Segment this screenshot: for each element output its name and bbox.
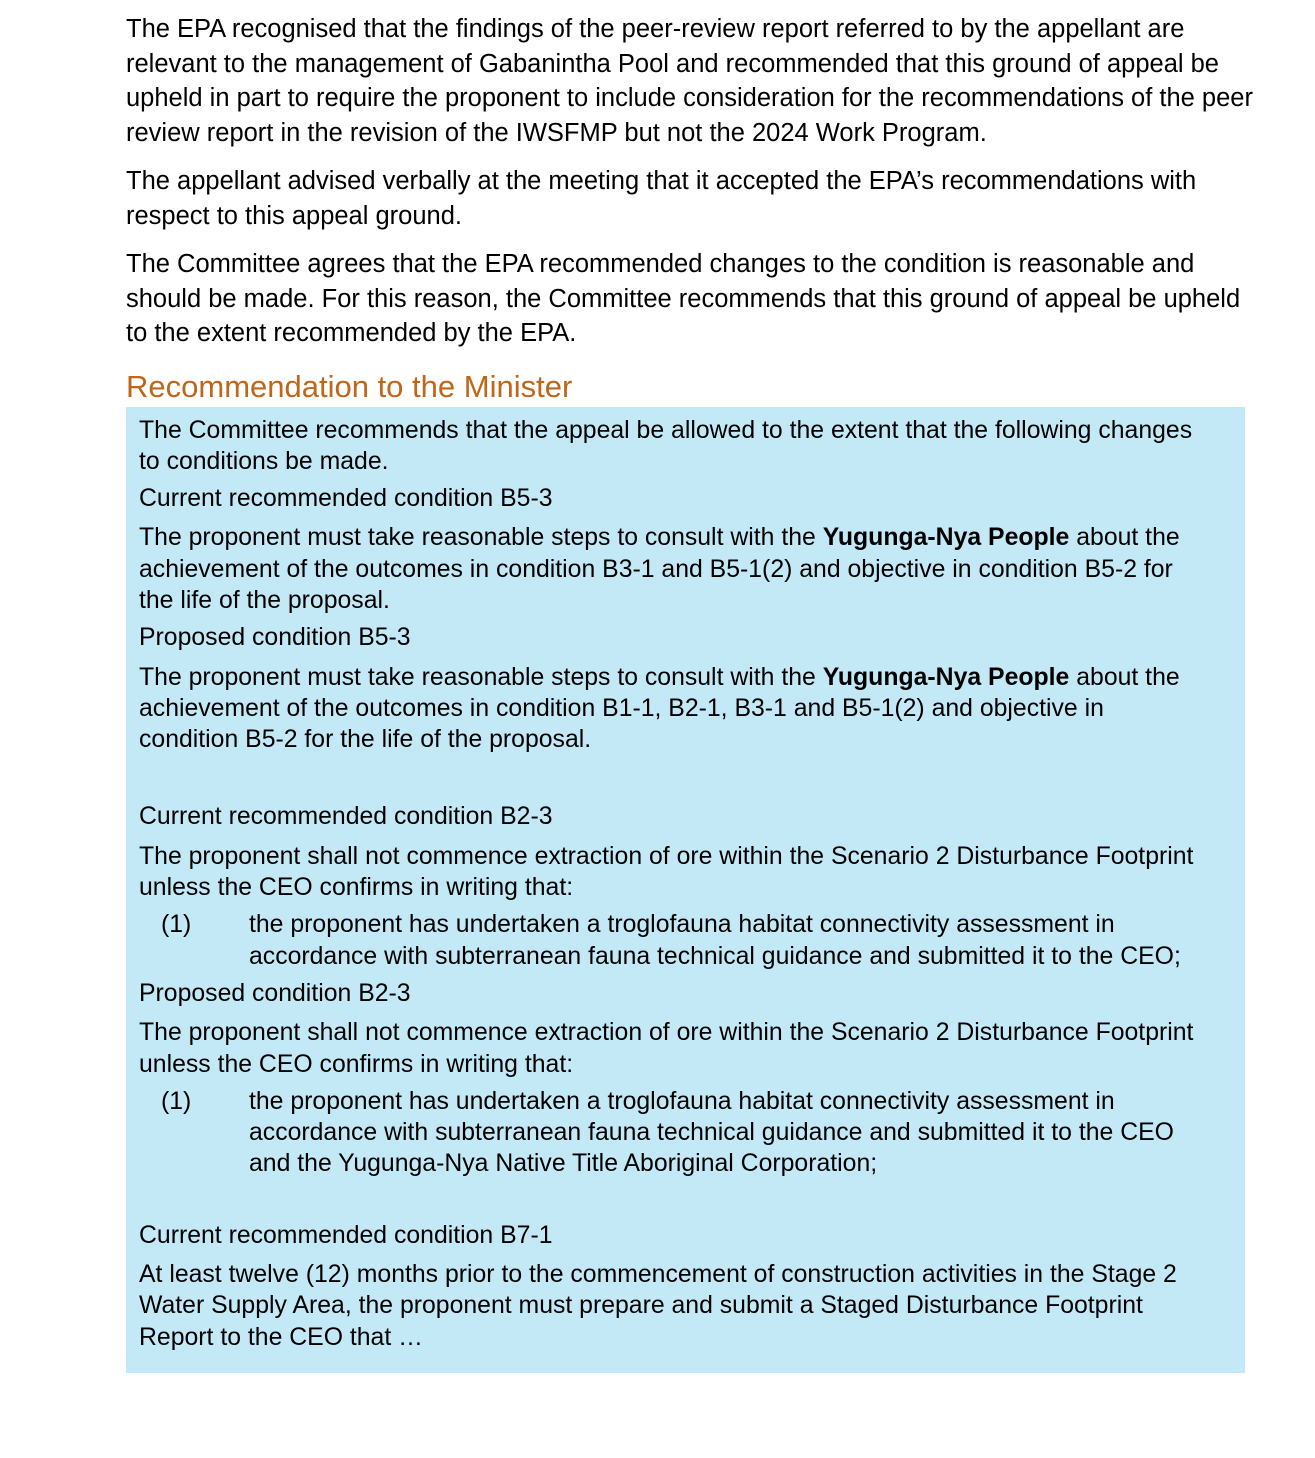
item-text: the proponent has undertaken a troglofauna habitat connectivity assessment in accordance with subterranean fauna technical guidance and submitted it to the CEO and the Yugunga-Nya Native Title Aboriginal Corporation;	[249, 1087, 1174, 1178]
condition-label-b2-3-current: Current recommended condition B2-3	[139, 803, 553, 831]
paragraph-appellant-advised: The appellant advised verbally at the meeting that it accepted the EPA’s recommendations with respect to this appeal ground.	[126, 167, 1197, 230]
condition-text-b5-3-current: The proponent must take reasonable steps to consult with the Yugunga-Nya People about the achievement of the outcomes in condition B3-1 and B5-1(2) and objective in condition B5-2 for the life of the proposal.	[139, 524, 1180, 614]
item-text: the proponent has undertaken a troglofauna habitat connectivity assessment in accordance with subterranean fauna technical guidance and submitted it to the CEO;	[249, 911, 1181, 970]
recommendation-intro: The Committee recommends that the appeal be allowed to the extent that the following changes to conditions be made.	[139, 416, 1193, 475]
condition-text-b2-3-proposed: The proponent shall not commence extraction of ore within the Scenario 2 Disturbance Footprint unless the CEO confirms in writing that:	[139, 1019, 1194, 1078]
paragraph-epa-recognised: The EPA recognised that the findings of the peer-review report referred to by the appellant are relevant to the management of Gabanintha Pool and recommended that this ground of appeal be upheld in part to require the proponent to include consideration for the recommendations of the peer review report in the revision of the IWSFMP but not the 2024 Work Program.	[126, 15, 1253, 147]
condition-label-b2-3-proposed: Proposed condition B2-3	[139, 979, 411, 1007]
item-number: (1)	[161, 911, 192, 939]
bold-yugunga-nya: Yugunga-Nya People	[822, 663, 1070, 691]
section-heading: Recommendation to the Minister	[126, 368, 573, 404]
condition-text-b5-3-proposed: The proponent must take reasonable steps to consult with the Yugunga-Nya People about the achievement of the outcomes in condition B1-1, B2-1, B3-1 and B5-1(2) and objective in condition B5-2 for the life of the proposal.	[139, 663, 1180, 754]
list-item	[139, 1086, 1205, 1180]
condition-label-b5-3-proposed: Proposed condition B5-3	[139, 624, 411, 652]
recommendation-box	[126, 407, 1245, 1373]
condition-text-b2-3-current: The proponent shall not commence extraction of ore within the Scenario 2 Disturbance Footprint unless the CEO confirms in writing that:	[139, 842, 1194, 902]
condition-label-b5-3-current: Current recommended condition B5-3	[139, 485, 553, 513]
list-item	[139, 909, 1205, 972]
condition-label-b7-1-current: Current recommended condition B7-1	[139, 1221, 553, 1249]
item-number: (1)	[161, 1087, 192, 1115]
document-page	[126, 12, 1256, 1373]
bold-yugunga-nya: Yugunga-Nya People	[822, 524, 1070, 552]
condition-text-b7-1-current: At least twelve (12) months prior to the commencement of construction activities in the Stage 2 Water Supply Area, the proponent must prepare and submit a Staged Disturbance Footprint Report to the CEO that …	[139, 1261, 1177, 1351]
paragraph-committee-agrees: The Committee agrees that the EPA recommended changes to the condition is reasonable and should be made. For this reason, the Committee recommends that this ground of appeal be upheld to the extent recommended by the EPA.	[126, 250, 1241, 347]
